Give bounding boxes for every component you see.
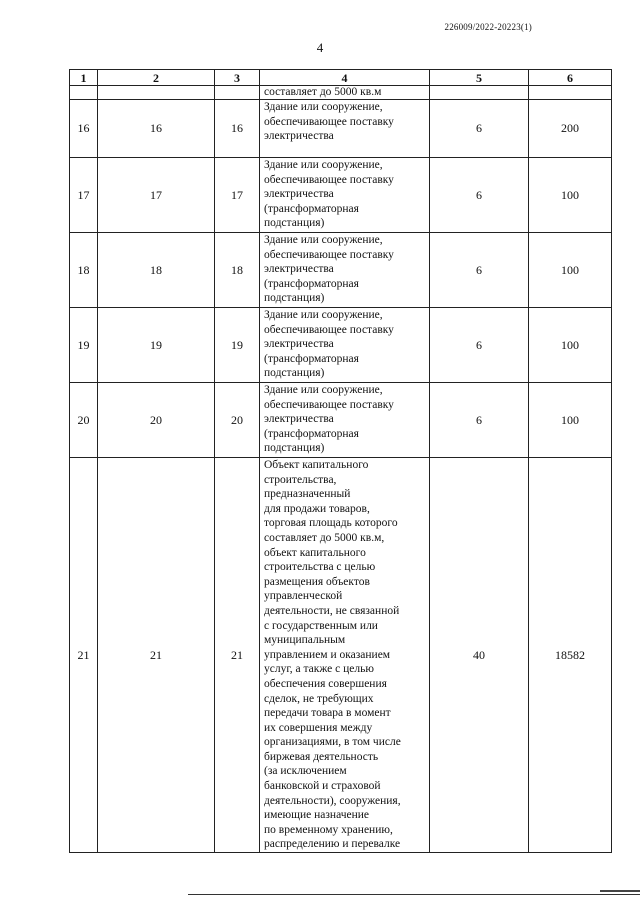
cell-description <box>260 383 430 458</box>
description-line: обеспечивающее поставку <box>264 248 394 261</box>
description-line: для продажи товаров, <box>264 502 370 515</box>
description-line: услуг, а также с целью <box>264 663 374 676</box>
table-row <box>70 158 612 233</box>
description-line: (трансформаторная <box>264 352 359 365</box>
description-line: электричества <box>264 413 334 426</box>
description-line: торговая площадь которого <box>264 517 398 530</box>
description-line: передачи товара в момент <box>264 707 391 720</box>
column-header: 4 <box>260 70 430 86</box>
cell-col1: 16 <box>70 100 98 158</box>
data-table <box>69 69 612 853</box>
description-line: электричества <box>264 338 334 351</box>
description-line: управленческой <box>264 590 343 603</box>
cell-col1: 21 <box>70 458 98 853</box>
column-header: 5 <box>430 70 529 86</box>
table-row <box>70 383 612 458</box>
description-line: муниципальным <box>264 634 346 647</box>
cell-col6: 100 <box>529 383 612 458</box>
description-line: обеспечивающее поставку <box>264 323 394 336</box>
cell-description <box>260 308 430 383</box>
description-line: организациями, в том числе <box>264 736 401 749</box>
cell-col3: 20 <box>215 383 260 458</box>
description-line: объект капитального <box>264 546 366 559</box>
table-row <box>70 233 612 308</box>
table-row <box>70 458 612 853</box>
cell-col2: 16 <box>98 100 215 158</box>
cell-description <box>260 158 430 233</box>
description-line: (трансформаторная <box>264 202 359 215</box>
cell-col1: 18 <box>70 233 98 308</box>
description-line: с государственным или <box>264 619 378 632</box>
column-header: 1 <box>70 70 98 86</box>
description-line: деятельности, не связанной <box>264 604 400 617</box>
cell-col6: 200 <box>529 100 612 158</box>
description-line: размещения объектов <box>264 575 370 588</box>
cell-col6: 100 <box>529 233 612 308</box>
cell-description <box>260 233 430 308</box>
description-line: сделок, не требующих <box>264 692 374 705</box>
description-line: строительства, <box>264 473 337 486</box>
header-row <box>70 70 612 86</box>
description-line: обеспечивающее поставку <box>264 398 394 411</box>
description-line: управлением и оказанием <box>264 648 391 661</box>
description-line: деятельности), сооружения, <box>264 794 401 807</box>
page-number: 4 <box>316 40 324 55</box>
cell-col3: 17 <box>215 158 260 233</box>
cell-col3: 16 <box>215 100 260 158</box>
description-line: (трансформаторная <box>264 427 359 440</box>
cell-col6: 100 <box>529 158 612 233</box>
description-line: (за исключением <box>264 765 347 778</box>
cell-col3: 18 <box>215 233 260 308</box>
cell-col2: 21 <box>98 458 215 853</box>
continuation-row <box>70 86 612 100</box>
bottom-mark <box>600 890 640 892</box>
cell-col5: 6 <box>430 233 529 308</box>
cell-description <box>260 458 430 853</box>
cell-col6: 100 <box>529 308 612 383</box>
cell-col2: 20 <box>98 383 215 458</box>
description-line: биржевая деятельность <box>264 750 379 763</box>
description-line: банковской и страховой <box>264 780 381 793</box>
description-line: подстанция) <box>264 217 325 230</box>
description-line: обеспечения совершения <box>264 677 387 690</box>
table-row <box>70 100 612 158</box>
description-line: Здание или сооружение, <box>264 309 383 321</box>
description-line: их совершения между <box>264 721 373 734</box>
description-line: предназначенный <box>264 488 351 501</box>
bottom-rule <box>188 894 640 895</box>
continuation-cell <box>260 86 430 100</box>
description-line: подстанция) <box>264 442 325 455</box>
description-line: подстанция) <box>264 367 325 380</box>
description-line: Объект капитального <box>264 459 369 471</box>
cell-col5: 40 <box>430 458 529 853</box>
description-line: по временному хранению, <box>264 823 393 836</box>
cell-col1: 20 <box>70 383 98 458</box>
cell-col3: 21 <box>215 458 260 853</box>
cell-col2: 18 <box>98 233 215 308</box>
continuation-text: составляет до 5000 кв.м <box>264 86 382 98</box>
cell-col1: 17 <box>70 158 98 233</box>
cell-col5: 6 <box>430 158 529 233</box>
column-header: 2 <box>98 70 215 86</box>
description-line: (трансформаторная <box>264 277 359 290</box>
cell-col2: 17 <box>98 158 215 233</box>
cell-col1: 19 <box>70 308 98 383</box>
description-line: строительства с целью <box>264 561 376 574</box>
cell-col6: 18582 <box>529 458 612 853</box>
description-line: составляет до 5000 кв.м, <box>264 531 385 544</box>
cell-description <box>260 100 430 158</box>
description-line: электричества <box>264 188 334 201</box>
table-row <box>70 308 612 383</box>
cell-col3: 19 <box>215 308 260 383</box>
cell-col2: 19 <box>98 308 215 383</box>
column-header: 6 <box>529 70 612 86</box>
description-line: Здание или сооружение, <box>264 234 383 246</box>
description-line: имеющие назначение <box>264 809 370 822</box>
cell-col5: 6 <box>430 308 529 383</box>
cell-col5: 6 <box>430 383 529 458</box>
description-line: электричества <box>264 130 334 143</box>
description-line: обеспечивающее поставку <box>264 173 394 186</box>
description-line: Здание или сооружение, <box>264 101 383 113</box>
description-line: Здание или сооружение, <box>264 384 383 396</box>
column-header: 3 <box>215 70 260 86</box>
document-number: 226009/2022-20223(1) <box>444 22 532 32</box>
description-line: электричества <box>264 263 334 276</box>
description-line: Здание или сооружение, <box>264 159 383 171</box>
cell-col5: 6 <box>430 100 529 158</box>
description-line: обеспечивающее поставку <box>264 115 394 128</box>
description-line: распределению и перевалке <box>264 838 401 851</box>
description-line: подстанция) <box>264 292 325 305</box>
